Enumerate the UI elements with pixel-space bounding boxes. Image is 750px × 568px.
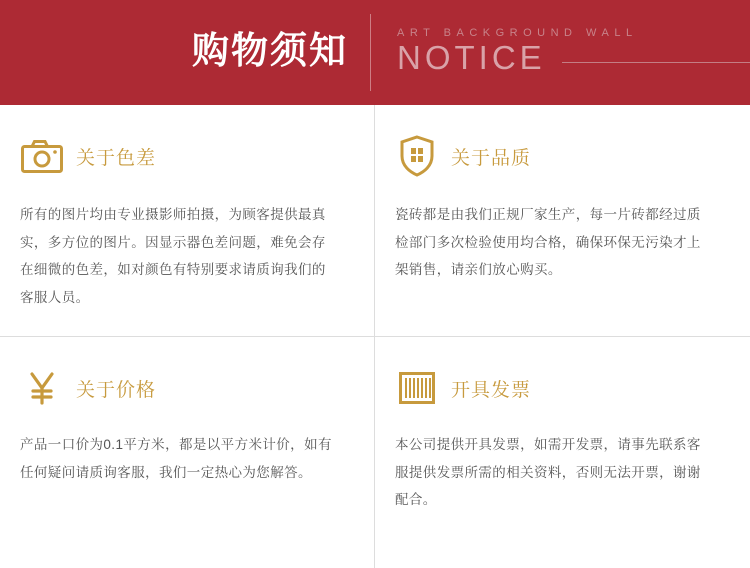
invoice-icon [395,366,439,410]
header-right [371,0,750,105]
header-notice-en: NOTICE [397,39,546,76]
notice-cell-body: 本公司提供开具发票，如需开发票，请事先联系客服提供发票所需的相关资料，否则无法开票，谢谢配合。 [395,437,701,508]
camera-icon [20,134,64,178]
notice-cell-invoice [375,337,749,568]
notice-cell-header [389,363,721,413]
notice-cell-body: 所有的图片均由专业摄影师拍摄，为顾客提供最真实，多方位的图片。因显示器色差问题，难免会存在细微的色差，如对颜色有特别要求请质询我们的客服人员。 [20,207,326,306]
notice-cell-body: 产品一口价为0.1平方米，都是以平方米计价，如有任何疑问请质询客服，我们一定热心为您解答。 [20,437,332,480]
notice-cell-title: 关于品质 [451,147,532,169]
yen-price-icon [20,366,64,410]
header-subtitle-en: ART BACKGROUND WALL [397,27,638,39]
notice-cell-price [0,337,374,568]
page-header [0,0,750,105]
header-notice-row [397,41,750,74]
notice-cell-body: 瓷砖都是由我们正规厂家生产，每一片砖都经过质检部门多次检验使用均合格，确保环保无污染才上架销售，请亲们放心购买。 [395,207,701,278]
shield-quality-icon [395,134,439,178]
notice-cell-header [14,131,346,181]
notice-cell-quality [375,105,749,336]
header-left [0,0,370,105]
notice-grid [0,105,750,568]
notice-cell-title: 关于色差 [76,147,157,169]
notice-cell-title: 开具发票 [451,379,532,401]
notice-cell-header [14,363,346,413]
notice-cell-color [0,105,374,336]
header-rule [562,62,750,63]
notice-cell-header [389,131,721,181]
page-title: 购物须知 [192,30,348,71]
notice-cell-title: 关于价格 [76,379,157,401]
